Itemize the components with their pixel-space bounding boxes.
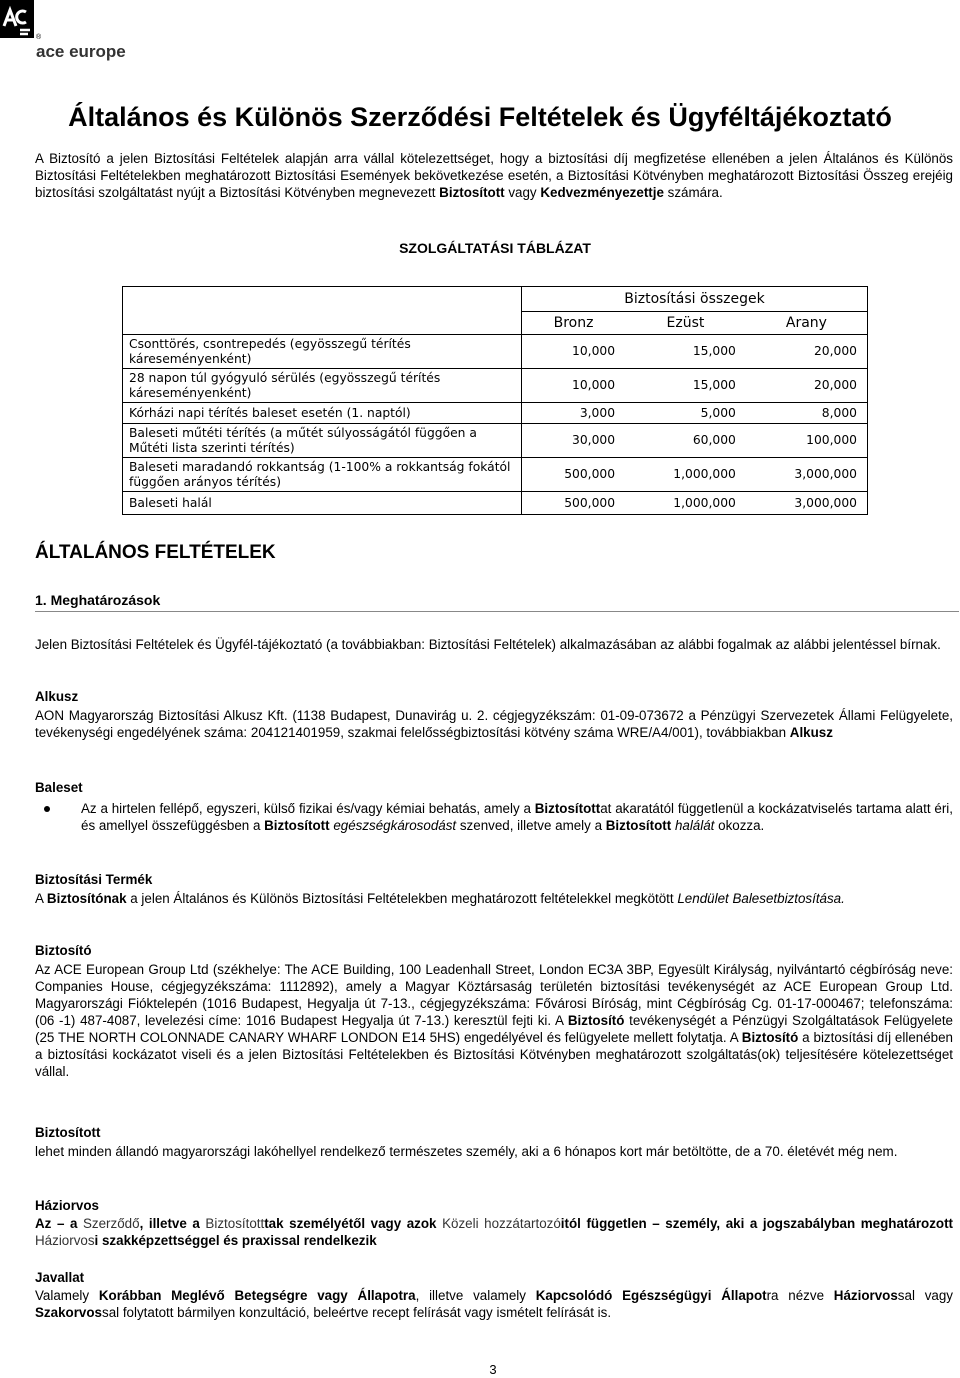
def-text-haziorvos: Az – a Szerződő, illetve a Biztosítotttak személyétől vagy azok Közeli hozzátartozóitól független – személy, aki a jogszabályban meghatározott Háziorvosi szakképzettséggel és praxissal rendelkezik <box>35 1216 953 1248</box>
row-label: Baleseti műtéti térítés (a műtét súlyosságától függően a Műtéti lista szerinti térítés) <box>123 424 522 458</box>
def-title-javallat: Javallat <box>35 1270 85 1285</box>
cell-bronz: 10,000 <box>522 335 626 369</box>
row-label: Csonttörés, csontrepedés (egyösszegű térítés káreseményenként) <box>123 335 522 369</box>
def-title-baleset: Baleset <box>35 780 83 795</box>
logo-text: ace europe <box>36 42 126 61</box>
def-title-biztosito: Biztosító <box>35 943 92 958</box>
intro-paragraph: A Biztosító a jelen Biztosítási Feltételek alapján arra vállal kötelezettséget, hogy a biztosítási díj megfizetése ellenében a jelen Általános és Különös Biztosítási Feltételekben meghatározott Biztosítási Események bekövetkezése esetén, a Biztosítási Kötvényben meghatározott Biztosítási Összeg erejéig biztosítási szolgáltatást nyújt a Biztosítási Kötvényben megnevezett Biztosított vagy Kedvezményezettje számára. <box>35 151 953 200</box>
table-row <box>123 424 868 458</box>
col-header-ezust: Ezüst <box>625 312 746 335</box>
cell-ezust: 1,000,000 <box>625 492 746 515</box>
def-text-termek: A Biztosítónak a jelen Általános és Különös Biztosítási Feltételekben meghatározott feltételekkel megkötött Lendület Balesetbiztosítása. <box>35 891 845 906</box>
table-row <box>123 492 868 515</box>
def-title-termek: Biztosítási Termék <box>35 872 153 887</box>
row-label: Baleseti maradandó rokkantság (1-100% a rokkantság fokától függően arányos térítés) <box>123 458 522 492</box>
col-header-bronz: Bronz <box>522 312 626 335</box>
cell-ezust: 5,000 <box>625 403 746 424</box>
definitions-intro: Jelen Biztosítási Feltételek és Ügyfél-tájékoztató (a továbbiakban: Biztosítási Feltételek) alkalmazásában az alábbi fogalmak az alábbi jelentéssel bírnak. <box>35 637 941 652</box>
def-title-haziorvos: Háziorvos <box>35 1198 99 1213</box>
def-text-biztositott: lehet minden állandó magyarországi lakóhellyel rendelkező természetes személy, aki a 6 hónapos kort már betöltötte, de a 70. életévét még nem. <box>35 1144 898 1159</box>
page-number: 3 <box>489 1362 497 1377</box>
group-header: Biztosítási összegek <box>522 287 868 312</box>
ace-logo-mark-icon <box>0 0 34 38</box>
table-corner-cell <box>123 287 522 335</box>
table-row <box>123 369 868 403</box>
cell-bronz: 500,000 <box>522 458 626 492</box>
cell-bronz: 10,000 <box>522 369 626 403</box>
cell-arany: 8,000 <box>746 403 868 424</box>
row-label: 28 napon túl gyógyuló sérülés (egyösszegű térítés káreseményenként) <box>123 369 522 403</box>
cell-bronz: 30,000 <box>522 424 626 458</box>
registered-mark: ® <box>36 34 42 41</box>
table-row <box>123 403 868 424</box>
def-title-alkusz: Alkusz <box>35 689 79 704</box>
cell-arany: 20,000 <box>746 369 868 403</box>
table-header-group-row <box>123 287 868 312</box>
section-title: ÁLTALÁNOS FELTÉTELEK <box>35 542 276 563</box>
cell-ezust: 60,000 <box>625 424 746 458</box>
row-label: Kórházi napi térítés baleset esetén (1. naptól) <box>123 403 522 424</box>
cell-arany: 20,000 <box>746 335 868 369</box>
cell-arany: 3,000,000 <box>746 492 868 515</box>
document-title: Általános és Különös Szerződési Feltételek és Ügyféltájékoztató <box>68 102 892 132</box>
table-row <box>123 335 868 369</box>
def-text-biztosito: Az ACE European Group Ltd (székhelye: The ACE Building, 100 Leadenhall Street, London EC3A 3BP, Egyesült Királyság, nyilvántartó cégbíróság neve: Companies House, cégjegyzékszáma: 1112892), amely a Magyar Köztársaság területén biztosítási tevékenységét az ACE European Group Ltd. Magyarországi Fióktelepén (1016 Budapest, Hegyalja út 7-13., cégjegyzékszáma: Fővárosi Bíróság, mint Cégbíróság Cg. 01-17-000467; telefonszáma: (06 -1) 487-4087, levelezési címe: 1016 Budapest Hegyalja út 7-13.) keresztül fejti ki. A Biztosító tevékenységét a Pénzügyi Szolgáltatások Felügyelete (25 THE NORTH COLONNADE CANARY WHARF LONDON E14 5HS) engedélyével és felügyelete mellett folytatja. A Biztosító a biztosítási díj ellenében a biztosítási kockázatot viseli és a jelen Biztosítási Feltételekben és Biztosítási Kötvényben meghatározott szolgáltatás(ok) teljesítésére kötelezettséget vállal. <box>35 962 954 1079</box>
bullet-icon <box>44 806 50 812</box>
service-table-title: SZOLGÁLTATÁSI TÁBLÁZAT <box>399 240 591 256</box>
cell-arany: 100,000 <box>746 424 868 458</box>
cell-ezust: 15,000 <box>625 335 746 369</box>
cell-ezust: 15,000 <box>625 369 746 403</box>
subsection-title: 1. Meghatározások <box>35 592 959 612</box>
def-text-alkusz: AON Magyarország Biztosítási Alkusz Kft. (1138 Budapest, Dunavirág u. 2. cégjegyzékszám: 01-09-073672 a Pénzügyi Szervezetek Állami Felügyelete, tevékenységi engedélyének száma: 204121401959, szakmai felelősségbiztosítási kötvény száma WRE/A4/001), továbbiakban Alkusz <box>35 708 953 740</box>
cell-bronz: 3,000 <box>522 403 626 424</box>
def-text-javallat: Valamely Korábban Meglévő Betegségre vagy Állapotra, illetve valamely Kapcsolódó Egészségügyi Állapotra nézve Háziorvossal vagy Szakorvossal folytatott bármilyen konzultáció, beleértve recept felírását vagy ismételt felírását is. <box>35 1288 953 1320</box>
table-row <box>123 458 868 492</box>
cell-ezust: 1,000,000 <box>625 458 746 492</box>
def-text-baleset: Az a hirtelen fellépő, egyszeri, külső fizikai és/vagy kémiai behatás, amely a Biztosítottat akaratától függetlenül a kockázatviselés tartama alatt éri, és amellyel összefüggésben a Biztosított egészségkárosodást szenved, illetve amely a Biztosított halálát okozza. <box>81 801 953 833</box>
cell-arany: 3,000,000 <box>746 458 868 492</box>
cell-bronz: 500,000 <box>522 492 626 515</box>
col-header-arany: Arany <box>746 312 868 335</box>
service-table <box>122 286 868 515</box>
def-title-biztositott: Biztosított <box>35 1125 101 1140</box>
row-label: Baleseti halál <box>123 492 522 515</box>
